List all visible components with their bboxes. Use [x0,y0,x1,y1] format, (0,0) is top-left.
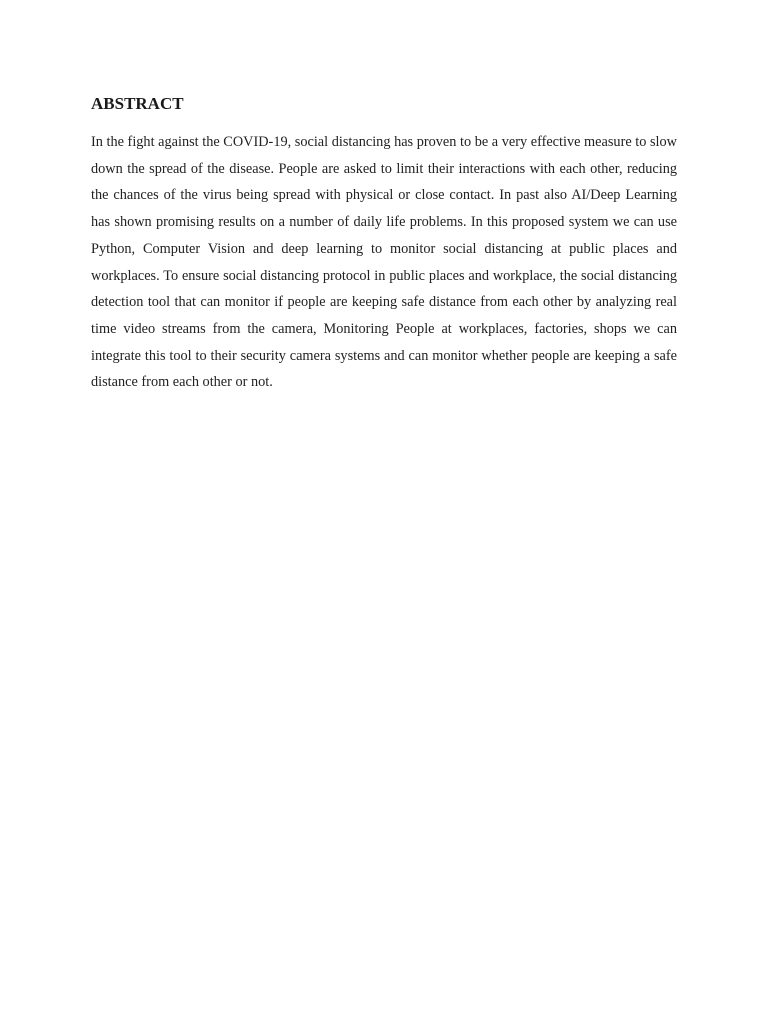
abstract-heading: ABSTRACT [91,94,184,113]
abstract-section [91,93,677,396]
abstract-paragraph: In the fight against the COVID-19, social distancing has proven to be a very effective measure to slow down the spread of the disease. People are asked to limit their interactions with each other, reducing the chances of the virus being spread with physical or close contact. In past also AI/Deep Learning has shown promising results on a number of daily life problems. In this proposed system we can use Python, Computer Vision and deep learning to monitor social distancing at public places and workplaces. To ensure social distancing protocol in public places and workplace, the social distancing detection tool that can monitor if people are keeping safe distance from each other by analyzing real time video streams from the camera, Monitoring People at workplaces, factories, shops we can integrate this tool to their security camera systems and can monitor whether people are keeping a safe distance from each other or not. [91,134,677,391]
